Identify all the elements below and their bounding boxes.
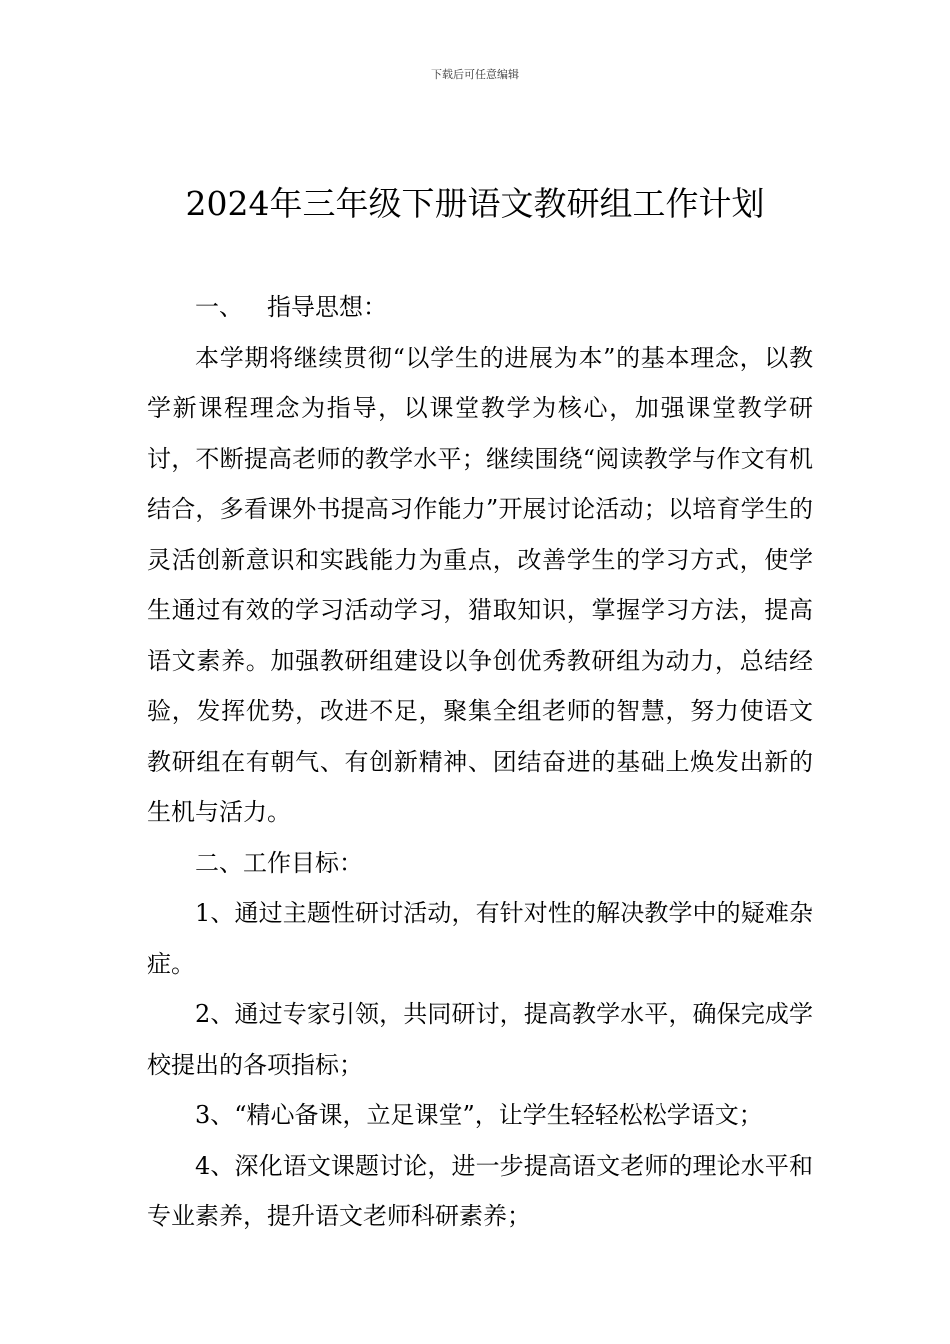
section-1-heading-number: 一、 bbox=[195, 293, 243, 321]
goal-item-3: 3、“精心备课，立足课堂”，让学生轻轻松松学语文； bbox=[195, 1101, 763, 1129]
goal-item-4: 4、深化语文课题讨论，进一步提高语文老师的理论水平和专业素养，提升语文老师科研素养； bbox=[147, 1151, 813, 1230]
document-body bbox=[147, 282, 813, 1242]
goal-item-1: 1、通过主题性研讨活动，有针对性的解决教学中的疑难杂症。 bbox=[147, 899, 813, 978]
section-1-heading-text: 指导思想： bbox=[267, 293, 387, 321]
document-title: 2024年三年级下册语文教研组工作计划 bbox=[185, 184, 765, 223]
section-2-heading: 二、工作目标： bbox=[195, 848, 363, 877]
section-1-heading bbox=[147, 282, 813, 333]
header-note: 下载后可任意编辑 bbox=[431, 68, 519, 81]
section-1-paragraph: 本学期将继续贯彻“以学生的进展为本”的基本理念，以教学新课程理念为指导，以课堂教学为核心，加强课堂教学研讨，不断提高老师的教学水平；继续围绕“阅读教学与作文有机结合，多看课外书提高习作能力”开展讨论活动；以培育学生的灵活创新意识和实践能力为重点，改善学生的学习方式，使学生通过有效的学习活动学习，猎取知识，掌握学习方法，提高语文素养。加强教研组建设以争创优秀教研组为动力，总结经验，发挥优势，改进不足，聚集全组老师的智慧，努力使语文教研组在有朝气、有创新精神、团结奋进的基础上焕发出新的生机与活力。 bbox=[147, 343, 813, 826]
goal-item-2: 2、通过专家引领，共同研讨，提高教学水平，确保完成学校提出的各项指标； bbox=[147, 1000, 813, 1079]
